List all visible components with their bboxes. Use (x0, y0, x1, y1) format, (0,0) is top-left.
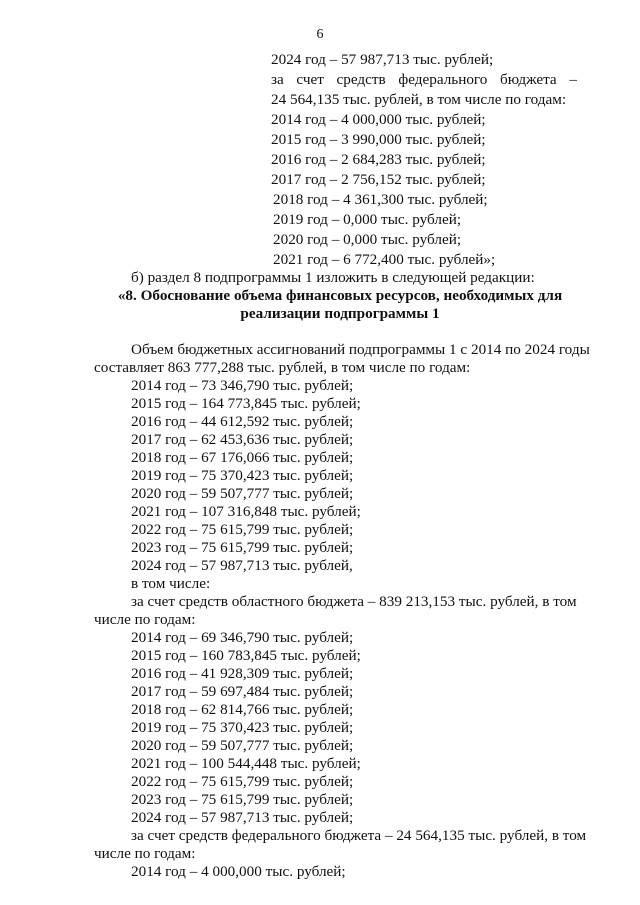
regional-year-line: 2016 год – 41 928,309 тыс. рублей; (131, 665, 354, 682)
federal-intro-word: – (569, 71, 577, 88)
regional-intro-line1: за счет средств областного бюджета – 839 213,153 тыс. рублей, в том (131, 593, 577, 610)
regional-year-line: 2024 год – 57 987,713 тыс. рублей; (131, 809, 354, 826)
total-year-line: 2020 год – 59 507,777 тыс. рублей; (131, 485, 354, 502)
volume-intro-line2: составляет 863 777,288 тыс. рублей, в том числе по годам: (94, 359, 471, 376)
total-year-line: 2014 год – 73 346,790 тыс. рублей; (131, 377, 354, 394)
federal2-intro-line1: за счет средств федерального бюджета – 24 564,135 тыс. рублей, в том (131, 827, 587, 844)
federal-intro-row (271, 71, 577, 89)
federal-year-line: 2020 год – 0,000 тыс. рублей; (273, 231, 462, 248)
regional-intro-line2: числе по годам: (94, 611, 196, 628)
total-year-line: 2016 год – 44 612,592 тыс. рублей; (131, 413, 354, 430)
federal-year-line: 2016 год – 2 684,283 тыс. рублей; (271, 151, 486, 168)
total-year-line: 2017 год – 62 453,636 тыс. рублей; (131, 431, 354, 448)
federal-year-line: 2015 год – 3 990,000 тыс. рублей; (271, 131, 486, 148)
section-heading-line2: реализации подпрограммы 1 (240, 305, 440, 322)
total-year-line: 2015 год – 164 773,845 тыс. рублей; (131, 395, 361, 412)
federal-intro-word: средств (336, 71, 386, 88)
federal-intro-continuation: 24 564,135 тыс. рублей, в том числе по годам: (271, 91, 567, 108)
total-year-line: 2018 год – 67 176,066 тыс. рублей; (131, 449, 354, 466)
including-label: в том числе: (131, 575, 211, 592)
federal2-year-line: 2014 год – 4 000,000 тыс. рублей; (131, 863, 346, 880)
federal-year-line: 2017 год – 2 756,152 тыс. рублей; (271, 171, 486, 188)
volume-intro-line1: Объем бюджетных ассигнований подпрограммы 1 с 2014 по 2024 годы (131, 341, 590, 358)
page-number: 6 (316, 27, 324, 42)
regional-year-line: 2014 год – 69 346,790 тыс. рублей; (131, 629, 354, 646)
federal-year-line: 2019 год – 0,000 тыс. рублей; (273, 211, 462, 228)
federal-year-line: 2021 год – 6 772,400 тыс. рублей»; (273, 251, 496, 268)
regional-year-line: 2018 год – 62 814,766 тыс. рублей; (131, 701, 354, 718)
total-year-line: 2024 год – 57 987,713 тыс. рублей, (131, 557, 353, 574)
section-b-instruction: б) раздел 8 подпрограммы 1 изложить в следующей редакции: (131, 269, 535, 286)
section-heading-line1: «8. Обоснование объема финансовых ресурсов, необходимых для (117, 287, 563, 304)
total-year-line: 2019 год – 75 370,423 тыс. рублей; (131, 467, 354, 484)
federal-intro-word: федерального (398, 71, 488, 88)
regional-year-line: 2023 год – 75 615,799 тыс. рублей; (131, 791, 354, 808)
federal-intro-word: бюджета (500, 71, 557, 88)
regional-year-line: 2015 год – 160 783,845 тыс. рублей; (131, 647, 361, 664)
total-year-line: 2022 год – 75 615,799 тыс. рублей; (131, 521, 354, 538)
regional-year-line: 2021 год – 100 544,448 тыс. рублей; (131, 755, 361, 772)
federal-intro-word: за (271, 71, 284, 88)
total-year-line: 2021 год – 107 316,848 тыс. рублей; (131, 503, 361, 520)
regional-year-line: 2017 год – 59 697,484 тыс. рублей; (131, 683, 354, 700)
top-total-2024: 2024 год – 57 987,713 тыс. рублей; (271, 51, 494, 68)
federal2-intro-line2: числе по годам: (94, 845, 196, 862)
federal-year-line: 2014 год – 4 000,000 тыс. рублей; (271, 111, 486, 128)
total-year-line: 2023 год – 75 615,799 тыс. рублей; (131, 539, 354, 556)
federal-intro-word: счет (296, 71, 324, 88)
regional-year-line: 2019 год – 75 370,423 тыс. рублей; (131, 719, 354, 736)
regional-year-line: 2022 год – 75 615,799 тыс. рублей; (131, 773, 354, 790)
federal-year-line: 2018 год – 4 361,300 тыс. рублей; (273, 191, 488, 208)
regional-year-line: 2020 год – 59 507,777 тыс. рублей; (131, 737, 354, 754)
